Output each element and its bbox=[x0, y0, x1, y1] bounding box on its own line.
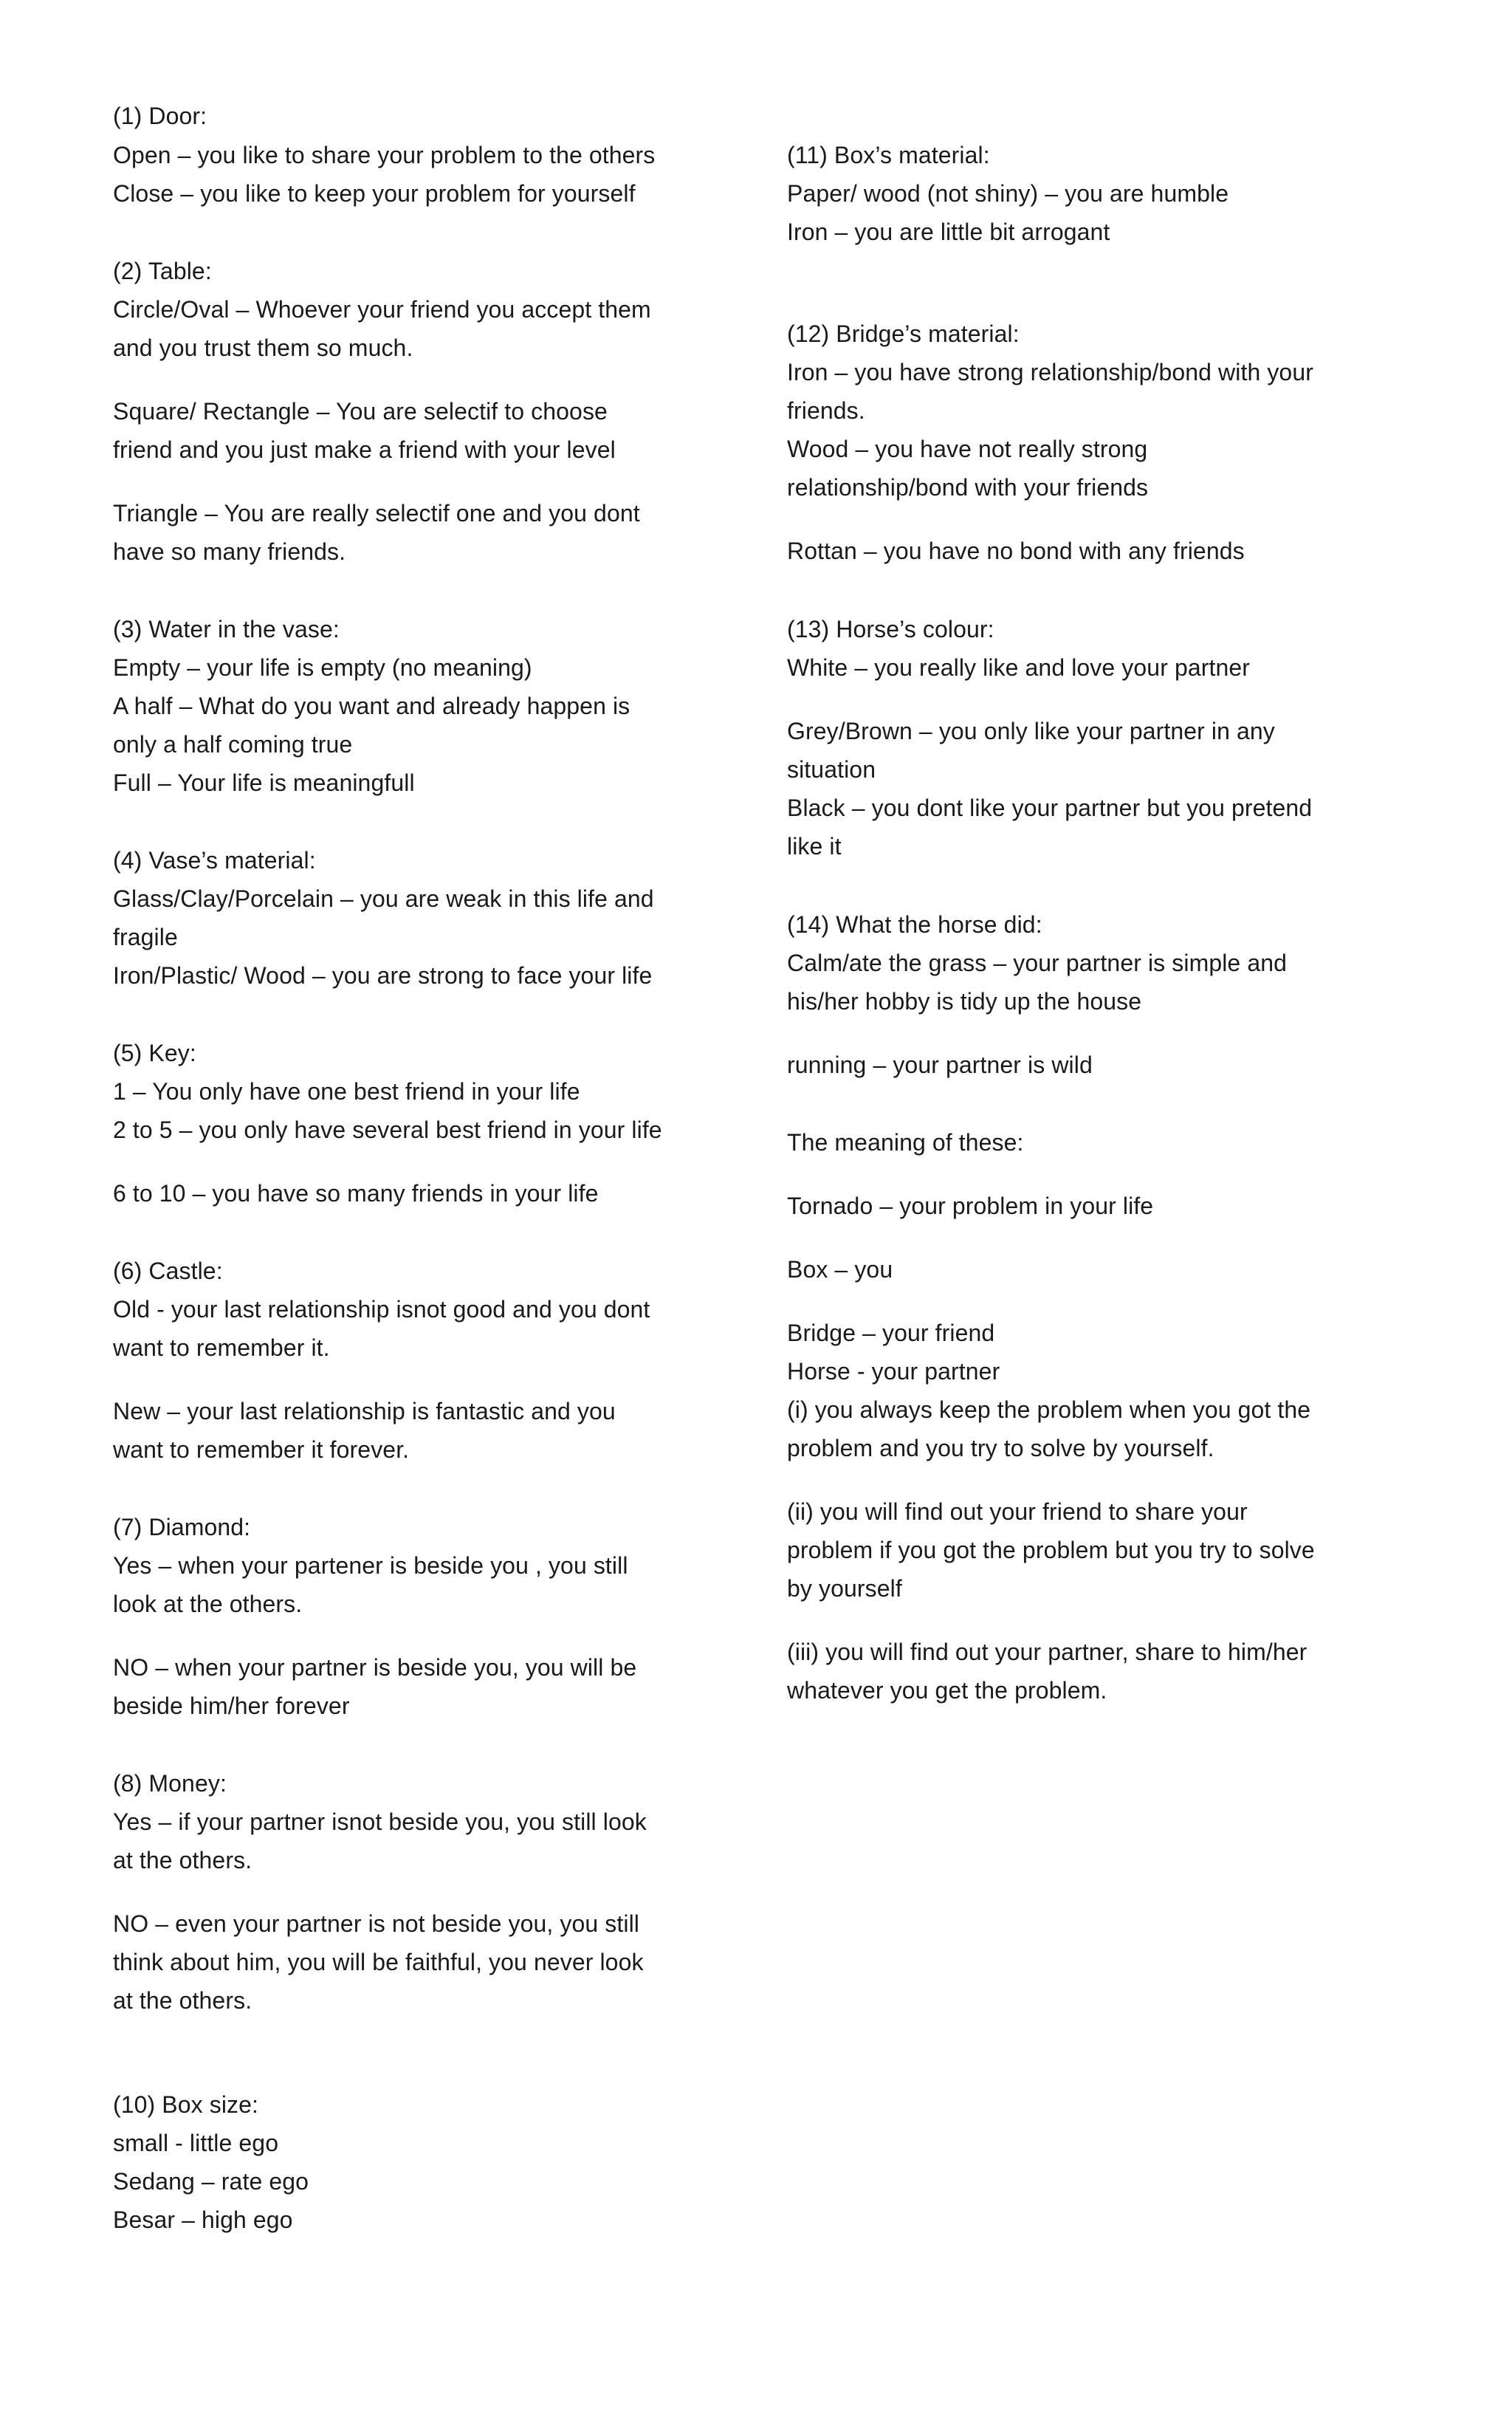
right-meaning-ii-1: (ii) you will find out your friend to share your bbox=[787, 1498, 1248, 1525]
right-bridge-iron-1: Iron – you have strong relationship/bond with your bbox=[787, 359, 1313, 385]
right-horsecolour-heading: (13) Horse’s colour: bbox=[787, 616, 994, 642]
left-vase-iron: Iron/Plastic/ Wood – you are strong to face your life bbox=[113, 962, 653, 989]
left-boxsize-heading: (10) Box size: bbox=[113, 2091, 259, 2118]
left-diamond-no-1: NO – when your partner is beside you, you will be bbox=[113, 1654, 637, 1681]
left-door-heading: (1) Door: bbox=[113, 103, 207, 129]
left-table-circle-1: Circle/Oval – Whoever your friend you accept them bbox=[113, 296, 651, 323]
left-money-no-3: at the others. bbox=[113, 1987, 252, 2014]
left-boxsize-sedang: Sedang – rate ego bbox=[113, 2168, 309, 2195]
right-meaning-tornado: Tornado – your problem in your life bbox=[787, 1193, 1154, 1219]
left-money-no-2: think about him, you will be faithful, you never look bbox=[113, 1949, 644, 1975]
right-bridge-iron-2: friends. bbox=[787, 397, 865, 424]
left-table-triangle-1: Triangle – You are really selectif one and you dont bbox=[113, 500, 640, 527]
left-diamond-yes-1: Yes – when your partener is beside you , you still bbox=[113, 1552, 628, 1579]
right-bridge-heading: (12) Bridge’s material: bbox=[787, 320, 1020, 347]
left-money-yes-1: Yes – if your partner isnot beside you, you still look bbox=[113, 1808, 647, 1835]
right-horsedid-running: running – your partner is wild bbox=[787, 1052, 1093, 1078]
right-horsedid-calm-2: his/her hobby is tidy up the house bbox=[787, 988, 1142, 1015]
left-money-no-1: NO – even your partner is not beside you, you still bbox=[113, 1910, 640, 1937]
right-meaning-horse: Horse - your partner bbox=[787, 1358, 1000, 1385]
right-meaning-bridge: Bridge – your friend bbox=[787, 1320, 995, 1346]
left-castle-new-2: want to remember it forever. bbox=[113, 1436, 410, 1463]
left-table-square-2: friend and you just make a friend with your level bbox=[113, 436, 616, 463]
left-water-half-1: A half – What do you want and already happen is bbox=[113, 693, 630, 719]
right-horsecolour-white: White – you really like and love your partner bbox=[787, 654, 1251, 681]
left-vase-glass-1: Glass/Clay/Porcelain – you are weak in this life and bbox=[113, 885, 654, 912]
left-water-full: Full – Your life is meaningfull bbox=[113, 769, 415, 796]
left-vase-heading: (4) Vase’s material: bbox=[113, 847, 316, 874]
left-table-circle-2: and you trust them so much. bbox=[113, 335, 413, 361]
right-boxmat-heading: (11) Box’s material: bbox=[787, 142, 990, 168]
right-horsecolour-black-1: Black – you dont like your partner but you pretend bbox=[787, 795, 1313, 821]
left-door-open: Open – you like to share your problem to the others bbox=[113, 142, 656, 168]
left-vase-glass-2: fragile bbox=[113, 924, 178, 950]
left-water-half-2: only a half coming true bbox=[113, 731, 353, 758]
right-horsecolour-grey-1: Grey/Brown – you only like your partner in any bbox=[787, 718, 1275, 744]
right-meaning-i-2: problem and you try to solve by yourself. bbox=[787, 1435, 1214, 1461]
left-money-yes-2: at the others. bbox=[113, 1847, 252, 1873]
right-horsedid-calm-1: Calm/ate the grass – your partner is simple and bbox=[787, 950, 1288, 976]
left-diamond-heading: (7) Diamond: bbox=[113, 1514, 251, 1540]
right-meaning-i-1: (i) you always keep the problem when you got the bbox=[787, 1396, 1311, 1423]
left-water-heading: (3) Water in the vase: bbox=[113, 616, 340, 642]
left-water-empty: Empty – your life is empty (no meaning) bbox=[113, 654, 532, 681]
left-table-square-1: Square/ Rectangle – You are selectif to choose bbox=[113, 398, 608, 425]
right-meaning-ii-3: by yourself bbox=[787, 1575, 902, 1602]
right-horsecolour-grey-2: situation bbox=[787, 756, 876, 783]
right-horsecolour-black-2: like it bbox=[787, 833, 842, 860]
right-meaning-ii-2: problem if you got the problem but you try to solve bbox=[787, 1537, 1315, 1563]
left-diamond-yes-2: look at the others. bbox=[113, 1591, 303, 1617]
left-boxsize-small: small - little ego bbox=[113, 2130, 279, 2156]
right-meaning-heading: The meaning of these: bbox=[787, 1129, 1024, 1156]
right-bridge-rottan: Rottan – you have no bond with any friends bbox=[787, 538, 1245, 564]
right-bridge-wood-2: relationship/bond with your friends bbox=[787, 474, 1149, 501]
right-boxmat-iron: Iron – you are little bit arrogant bbox=[787, 219, 1110, 245]
right-meaning-iii-1: (iii) you will find out your partner, share to him/her bbox=[787, 1639, 1307, 1665]
left-castle-old-2: want to remember it. bbox=[113, 1334, 330, 1361]
right-meaning-box: Box – you bbox=[787, 1256, 893, 1283]
left-castle-old-1: Old - your last relationship isnot good and you dont bbox=[113, 1296, 650, 1323]
left-key-heading: (5) Key: bbox=[113, 1040, 196, 1066]
left-table-heading: (2) Table: bbox=[113, 258, 212, 284]
left-key-one: 1 – You only have one best friend in your life bbox=[113, 1078, 580, 1105]
left-money-heading: (8) Money: bbox=[113, 1770, 227, 1797]
left-castle-new-1: New – your last relationship is fantastic and you bbox=[113, 1398, 616, 1424]
left-table-triangle-2: have so many friends. bbox=[113, 538, 346, 565]
left-door-close: Close – you like to keep your problem for yourself bbox=[113, 180, 636, 207]
left-boxsize-besar: Besar – high ego bbox=[113, 2206, 293, 2233]
left-key-six-ten: 6 to 10 – you have so many friends in your life bbox=[113, 1180, 599, 1207]
right-bridge-wood-1: Wood – you have not really strong bbox=[787, 436, 1148, 462]
right-horsedid-heading: (14) What the horse did: bbox=[787, 911, 1042, 938]
left-diamond-no-2: beside him/her forever bbox=[113, 1693, 350, 1719]
right-boxmat-paper: Paper/ wood (not shiny) – you are humble bbox=[787, 180, 1229, 207]
left-key-two-five: 2 to 5 – you only have several best friend in your life bbox=[113, 1117, 662, 1143]
right-meaning-iii-2: whatever you get the problem. bbox=[787, 1677, 1107, 1704]
left-castle-heading: (6) Castle: bbox=[113, 1258, 223, 1284]
